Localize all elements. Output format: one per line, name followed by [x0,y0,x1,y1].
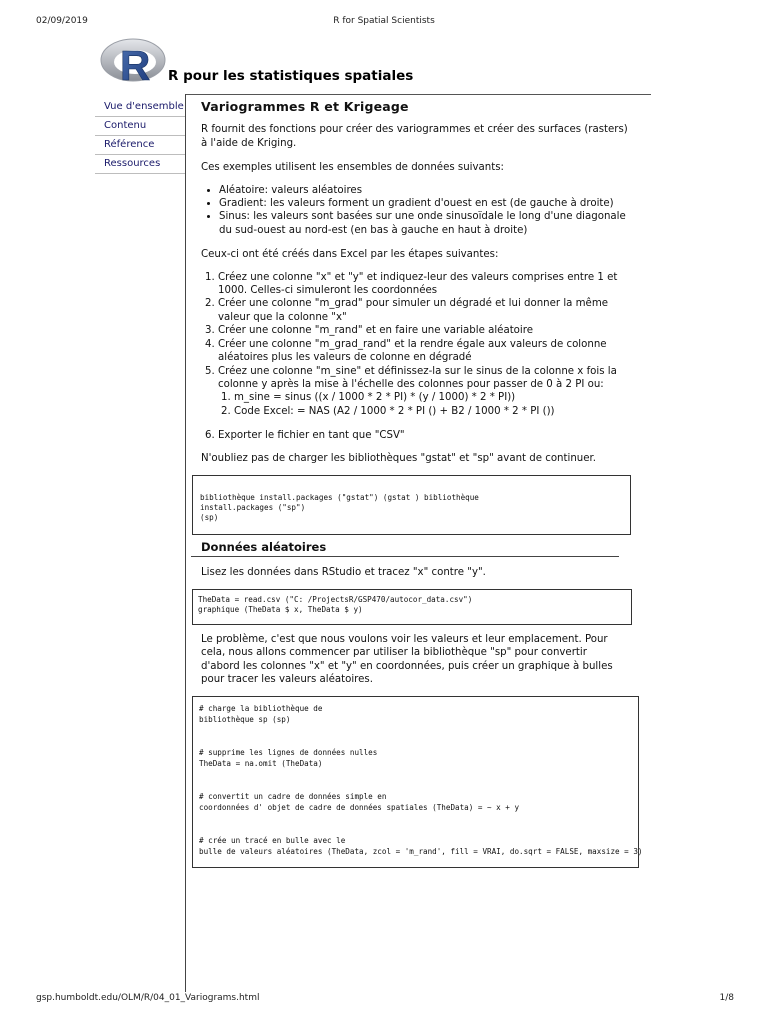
intro-paragraph: R fournit des fonctions pour créer des variogrammes et créer des surfaces (rasters) à l'aide de Kriging. [201,124,628,149]
list-item: 4. Créer une colonne "m_grad_rand" et la rendre égale aux valeurs de colonne aléatoires plus les valeurs de colonne en dégradé [218,338,636,365]
site-title: R pour les statistiques spatiales [168,68,414,84]
code-block-read-csv: TheData = read.csv ("C: /ProjectsR/GSP470/autocor_data.csv") graphique (TheData $ x, TheData $ y) [192,589,632,625]
page-heading: Variogrammes R et Krigeage [201,99,409,114]
print-header [0,16,768,30]
list-item: • Aléatoire: valeurs aléatoires [219,184,636,197]
nav-item-contents[interactable]: Contenu [95,116,185,135]
print-date: 02/09/2019 [36,16,88,26]
list-item: 2. Créer une colonne "m_grad" pour simuler un dégradé et lui donner la même valeur que la colonne "x" [218,297,636,324]
sidebar-divider [185,94,186,992]
print-url: gsp.humboldt.edu/OLM/R/04_01_Variograms.html [36,993,260,1003]
svg-text:R: R [120,42,151,88]
main-content [201,100,636,465]
step-text: Créez une colonne "m_sine" et définissez-la sur le sinus de la colonne x fois la colonne y après la mise à l'échelle des colonnes pour passer de 0 à 2 PI ou: [218,365,617,390]
sub-steps-list [218,391,636,418]
section-heading-random: Données aléatoires [201,540,327,554]
list-item: 2. Code Excel: = NAS (A2 / 1000 * 2 * PI () + B2 / 1000 * 2 * PI ()) [234,405,636,418]
list-item: 1. Créez une colonne "x" et "y" et indiquez-leur des valeurs comprises entre 1 et 1000. Celles-ci simuleront les coordonnées [218,271,636,298]
list-item: 1. m_sine = sinus ((x / 1000 * 2 * PI) * (y / 1000) * 2 * PI)) [234,391,636,404]
datasets-intro: Ces exemples utilisent les ensembles de données suivants: [201,162,504,174]
header-divider [186,94,651,95]
page-number: 1/8 [719,993,734,1003]
nav-item-overview[interactable]: Vue d'ensemble [104,101,184,112]
steps-intro: Ceux-ci ont été créés dans Excel par les étapes suivantes: [201,249,499,261]
list-item: • Sinus: les valeurs sont basées sur une onde sinusoïdale le long d'une diagonale du sud-ouest au nord-est (en bas à gauche en haut à droite) [219,210,636,237]
reminder-paragraph: N'oubliez pas de charger les bibliothèques "gstat" et "sp" avant de continuer. [201,452,597,464]
section-divider [191,556,619,557]
steps-list-continued [201,429,636,442]
code-block-install: bibliothèque install.packages ("gstat") (gstat ) bibliothèque install.packages ("sp") (sp) [192,475,631,535]
list-item [218,365,636,419]
read-data-paragraph: Lisez les données dans RStudio et tracez "x" contre "y". [201,567,486,578]
r-logo[interactable] [98,34,172,88]
nav-item-resources[interactable]: Ressources [95,154,185,174]
sidebar-nav [95,98,185,174]
list-item: • Gradient: les valeurs forment un gradient d'ouest en est (de gauche à droite) [219,197,636,210]
print-footer [0,993,768,1007]
list-item: 3. Créer une colonne "m_rand" et en faire une variable aléatoire [218,324,636,337]
code-block-bubble: # charge la bibliothèque de bibliothèque sp (sp) # supprime les lignes de données nulles TheData = na.omit (TheData) # convertit un cadre de données simple en coordonnées d' objet de cadre de données spatiales (TheData) = ~ x + y # crée un tracé en bulle avec le bulle de valeurs aléatoires (TheData, zcol = 'm_rand', fill = VRAI, do.sqrt = FALSE, maxsize = 3) [192,696,639,868]
print-title: R for Spatial Scientists [333,16,435,26]
nav-item-reference[interactable]: Référence [95,135,185,154]
steps-list [201,271,636,418]
problem-paragraph: Le problème, c'est que nous voulons voir les valeurs et leur emplacement. Pour cela, nous allons commencer par utiliser la bibliothèque "sp" pour convertir d'abord les colonnes "x" et "y" en coordonnées, puis créer un graphique à bulles pour tracer les valeurs aléatoires. [201,634,613,686]
list-item: 6. Exporter le fichier en tant que "CSV" [218,429,636,442]
datasets-list [201,184,636,238]
r-logo-icon [98,34,172,88]
